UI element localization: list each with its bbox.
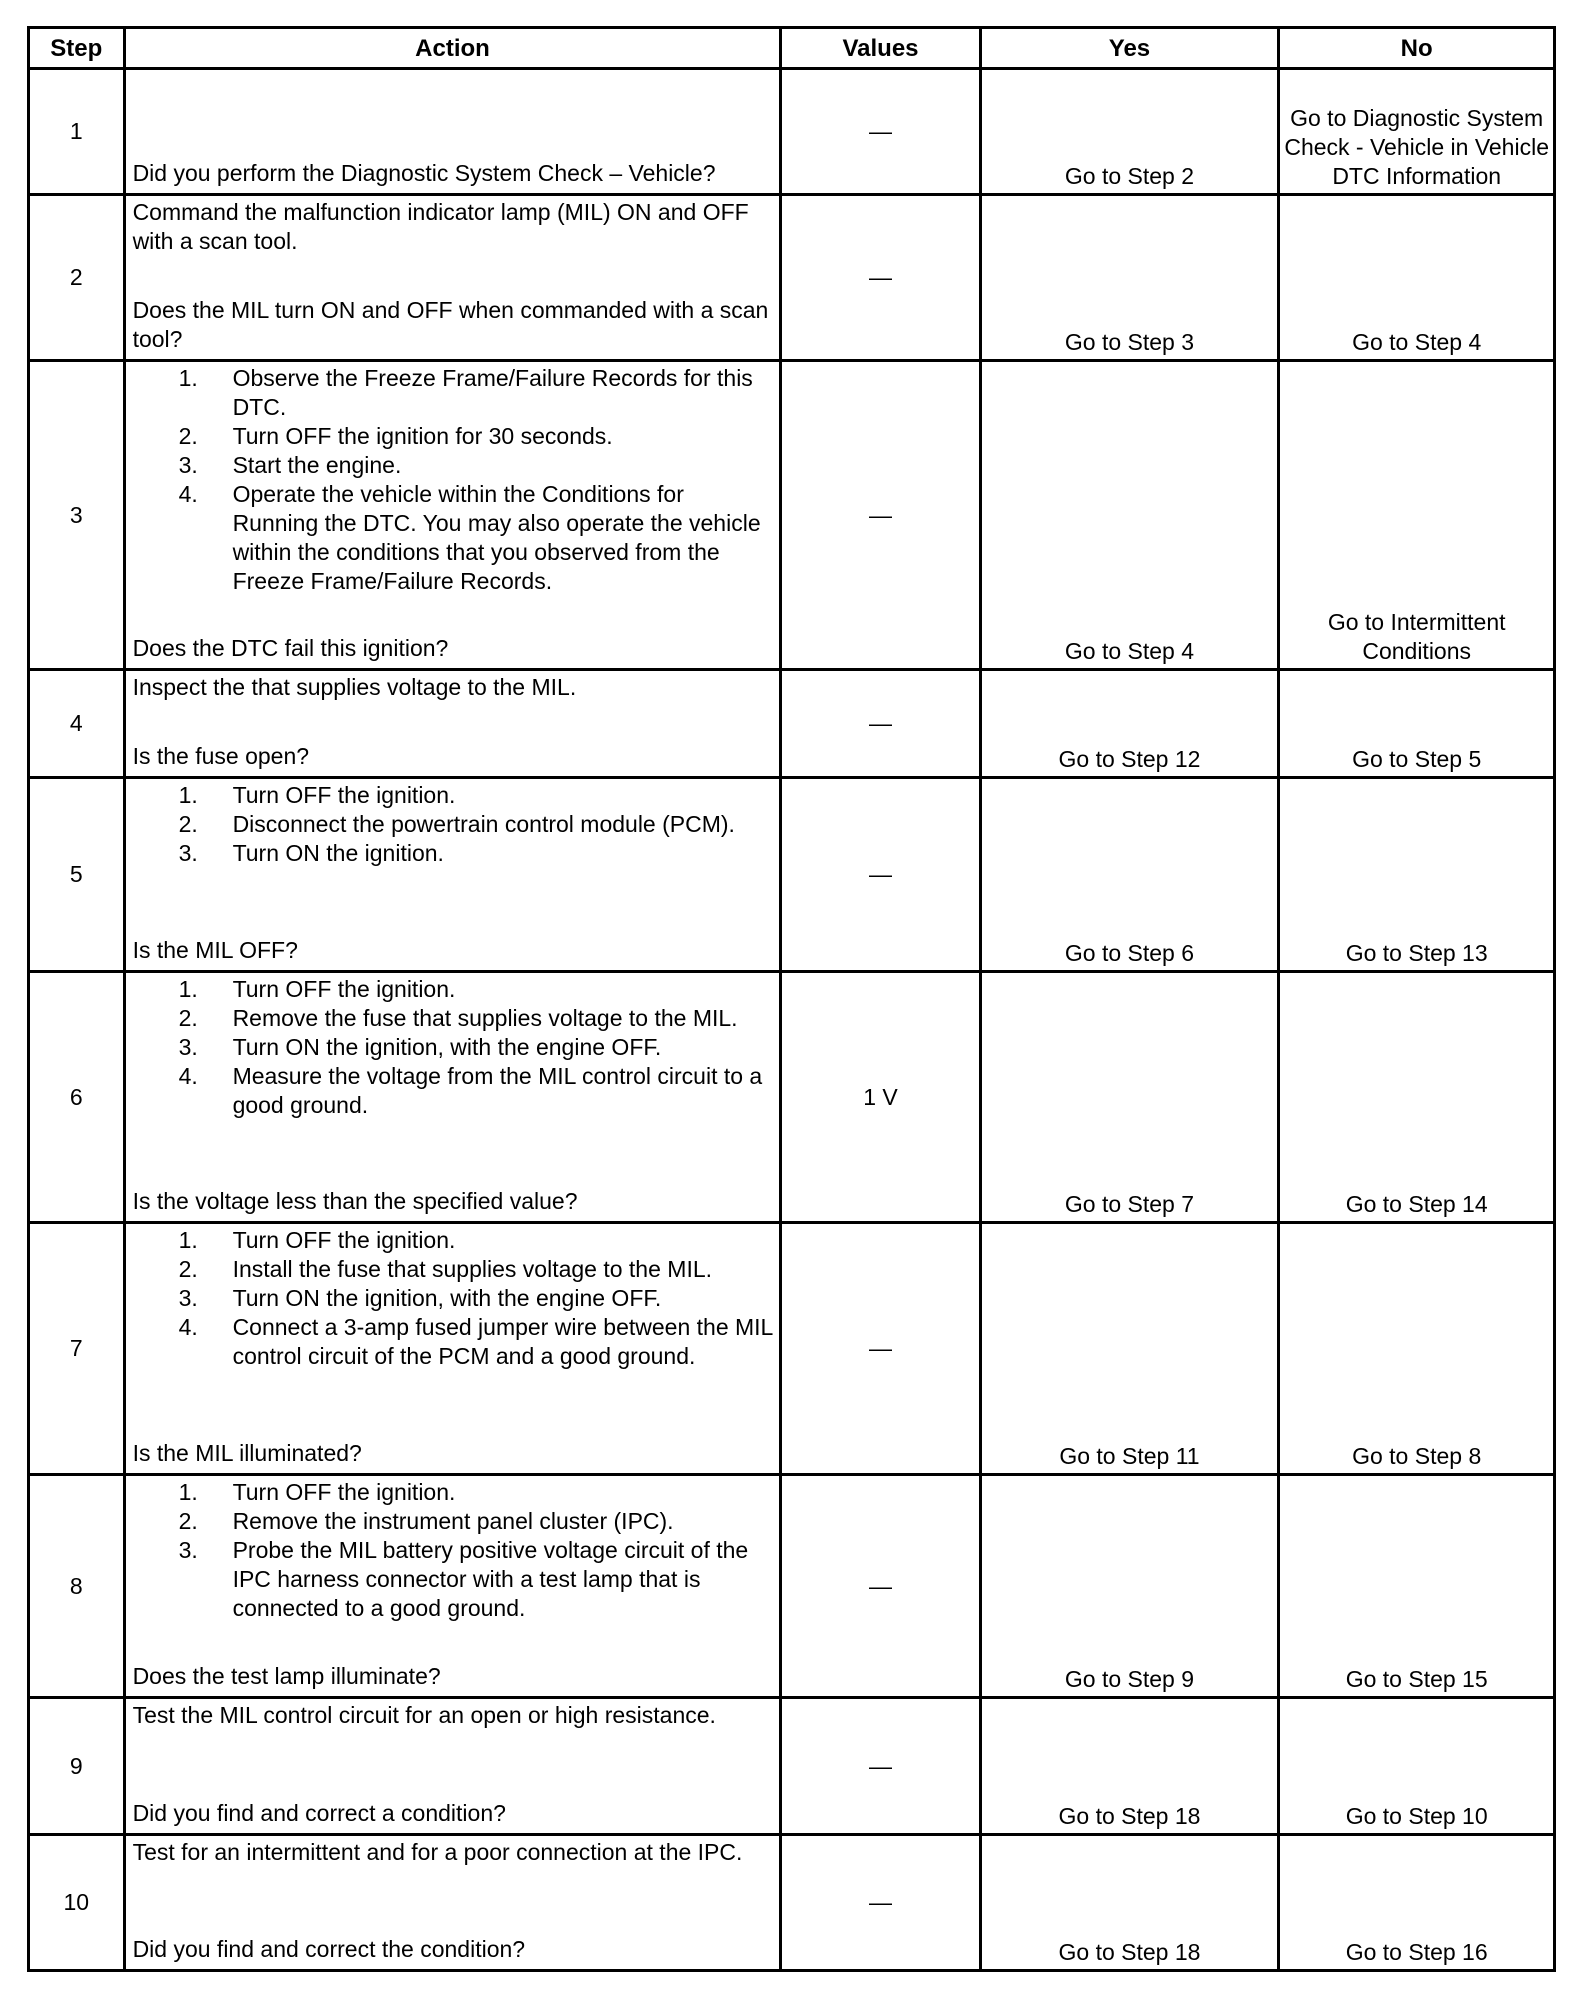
header-values: Values [781, 28, 980, 69]
list-item [133, 1507, 776, 1536]
table-row [29, 1223, 1555, 1475]
value-cell: — [781, 69, 980, 195]
list-item [133, 1226, 776, 1255]
action-question: Did you perform the Diagnostic System Check – Vehicle? [132, 160, 716, 186]
action-cell [124, 195, 781, 361]
action-instruction: Command the malfunction indicator lamp (MIL) ON and OFF with a scan tool. [132, 199, 749, 254]
list-item-number: 2. [178, 1508, 198, 1534]
list-item [133, 1313, 776, 1371]
value-cell: 1 V [781, 972, 980, 1223]
action-cell [124, 1698, 781, 1835]
action-steps-list [133, 1226, 776, 1371]
action-cell [124, 361, 781, 670]
step-number: 3 [29, 361, 125, 670]
no-cell: Go to Step 4 [1279, 195, 1555, 361]
table-row [29, 670, 1555, 778]
list-item-text: Measure the voltage from the MIL control circuit to a good ground. [232, 1063, 763, 1118]
value-cell: — [781, 778, 980, 972]
list-item-text: Turn OFF the ignition. [232, 782, 456, 808]
action-steps-list [133, 975, 776, 1120]
action-question: Does the test lamp illuminate? [132, 1663, 441, 1689]
action-cell [124, 1475, 781, 1698]
action-question: Is the fuse open? [132, 743, 310, 769]
list-item [133, 781, 776, 810]
list-item-number: 3. [178, 1034, 198, 1060]
list-item-text: Remove the fuse that supplies voltage to the MIL. [232, 1005, 738, 1031]
yes-cell: Go to Step 9 [980, 1475, 1279, 1698]
no-cell: Go to Step 5 [1279, 670, 1555, 778]
list-item-number: 4. [178, 481, 198, 507]
action-steps-list [133, 781, 776, 868]
list-item [133, 1284, 776, 1313]
list-item-number: 3. [178, 1285, 198, 1311]
table-row [29, 195, 1555, 361]
table-row [29, 972, 1555, 1223]
list-item-text: Start the engine. [232, 452, 402, 478]
action-cell [124, 972, 781, 1223]
list-item-number: 2. [178, 811, 198, 837]
table-row [29, 1475, 1555, 1698]
list-item [133, 422, 776, 451]
list-item-text: Turn OFF the ignition. [232, 1227, 456, 1253]
no-cell: Go to Step 14 [1279, 972, 1555, 1223]
list-item-number: 1. [178, 1479, 198, 1505]
step-number: 2 [29, 195, 125, 361]
step-number: 7 [29, 1223, 125, 1475]
list-item-number: 4. [178, 1314, 198, 1340]
list-item-text: Connect a 3-amp fused jumper wire between the MIL control circuit of the PCM and a good ground. [232, 1314, 773, 1369]
step-number: 10 [29, 1835, 125, 1971]
list-item-text: Probe the MIL battery positive voltage circuit of the IPC harness connector with a test lamp that is connected to a good ground. [232, 1537, 749, 1621]
header-yes: Yes [980, 28, 1279, 69]
value-cell: — [781, 670, 980, 778]
yes-cell: Go to Step 2 [980, 69, 1279, 195]
step-number: 8 [29, 1475, 125, 1698]
no-cell: Go to Step 13 [1279, 778, 1555, 972]
action-cell [124, 69, 781, 195]
list-item-number: 4. [178, 1063, 198, 1089]
action-question: Is the voltage less than the specified value? [132, 1188, 578, 1214]
list-item-number: 2. [178, 1005, 198, 1031]
list-item [133, 1062, 776, 1120]
header-action: Action [124, 28, 781, 69]
value-cell: — [781, 1475, 980, 1698]
yes-cell: Go to Step 7 [980, 972, 1279, 1223]
step-number: 5 [29, 778, 125, 972]
list-item-text: Observe the Freeze Frame/Failure Records for this DTC. [232, 365, 753, 420]
action-question: Is the MIL OFF? [132, 937, 298, 963]
diagnostic-table-container [27, 26, 1556, 1972]
list-item [133, 839, 776, 868]
yes-cell: Go to Step 18 [980, 1835, 1279, 1971]
list-item-text: Turn ON the ignition, with the engine OFF. [232, 1285, 662, 1311]
list-item [133, 1478, 776, 1507]
table-row [29, 1835, 1555, 1971]
step-number: 4 [29, 670, 125, 778]
action-cell [124, 778, 781, 972]
list-item-text: Turn ON the ignition, with the engine OFF. [232, 1034, 662, 1060]
yes-cell: Go to Step 3 [980, 195, 1279, 361]
table-row [29, 778, 1555, 972]
step-number: 1 [29, 69, 125, 195]
value-cell: — [781, 1223, 980, 1475]
list-item-text: Disconnect the powertrain control module (PCM). [232, 811, 735, 837]
list-item-number: 3. [178, 840, 198, 866]
yes-cell: Go to Step 6 [980, 778, 1279, 972]
action-instruction: Inspect the that supplies voltage to the MIL. [132, 674, 577, 700]
yes-cell: Go to Step 18 [980, 1698, 1279, 1835]
list-item [133, 1255, 776, 1284]
header-no: No [1279, 28, 1555, 69]
list-item-number: 3. [178, 452, 198, 478]
value-cell: — [781, 1698, 980, 1835]
list-item-text: Turn OFF the ignition. [232, 1479, 456, 1505]
list-item-number: 3. [178, 1537, 198, 1563]
action-question: Does the MIL turn ON and OFF when commanded with a scan tool? [132, 297, 769, 352]
action-cell [124, 1223, 781, 1475]
yes-cell: Go to Step 4 [980, 361, 1279, 670]
table-row [29, 1698, 1555, 1835]
list-item-number: 1. [178, 782, 198, 808]
list-item [133, 364, 776, 422]
header-step: Step [29, 28, 125, 69]
yes-cell: Go to Step 12 [980, 670, 1279, 778]
value-cell: — [781, 195, 980, 361]
action-question: Did you find and correct the condition? [132, 1936, 526, 1962]
action-steps-list [133, 364, 776, 596]
step-number: 9 [29, 1698, 125, 1835]
list-item-number: 2. [178, 1256, 198, 1282]
list-item [133, 1033, 776, 1062]
list-item-text: Operate the vehicle within the Conditions for Running the DTC. You may also operate the vehicle within the conditions that you observed from the Freeze Frame/Failure Records. [232, 481, 761, 594]
list-item [133, 1004, 776, 1033]
list-item [133, 1536, 776, 1623]
no-cell: Go to Step 8 [1279, 1223, 1555, 1475]
action-cell [124, 1835, 781, 1971]
no-cell: Go to Step 10 [1279, 1698, 1555, 1835]
action-cell [124, 670, 781, 778]
list-item [133, 451, 776, 480]
value-cell: — [781, 361, 980, 670]
list-item-number: 1. [178, 1227, 198, 1253]
list-item-text: Turn OFF the ignition for 30 seconds. [232, 423, 613, 449]
list-item-number: 1. [178, 976, 198, 1002]
diagnostic-table [27, 26, 1556, 1972]
no-cell: Go to Step 15 [1279, 1475, 1555, 1698]
list-item-text: Install the fuse that supplies voltage to the MIL. [232, 1256, 713, 1282]
list-item [133, 975, 776, 1004]
list-item-number: 1. [178, 365, 198, 391]
table-row [29, 69, 1555, 195]
list-item-text: Remove the instrument panel cluster (IPC). [232, 1508, 674, 1534]
action-question: Does the DTC fail this ignition? [132, 635, 449, 661]
list-item [133, 810, 776, 839]
no-cell: Go to Intermittent Conditions [1279, 361, 1555, 670]
list-item-text: Turn ON the ignition. [232, 840, 444, 866]
table-body [29, 69, 1555, 1971]
no-cell: Go to Diagnostic System Check - Vehicle in Vehicle DTC Information [1279, 69, 1555, 195]
action-question: Is the MIL illuminated? [132, 1440, 362, 1466]
header-row [29, 28, 1555, 69]
list-item-number: 2. [178, 423, 198, 449]
action-instruction: Test the MIL control circuit for an open or high resistance. [132, 1702, 716, 1728]
list-item-text: Turn OFF the ignition. [232, 976, 456, 1002]
step-number: 6 [29, 972, 125, 1223]
no-cell: Go to Step 16 [1279, 1835, 1555, 1971]
action-instruction: Test for an intermittent and for a poor connection at the IPC. [132, 1839, 743, 1865]
action-steps-list [133, 1478, 776, 1623]
action-question: Did you find and correct a condition? [132, 1800, 506, 1826]
yes-cell: Go to Step 11 [980, 1223, 1279, 1475]
list-item [133, 480, 776, 596]
value-cell: — [781, 1835, 980, 1971]
table-row [29, 361, 1555, 670]
